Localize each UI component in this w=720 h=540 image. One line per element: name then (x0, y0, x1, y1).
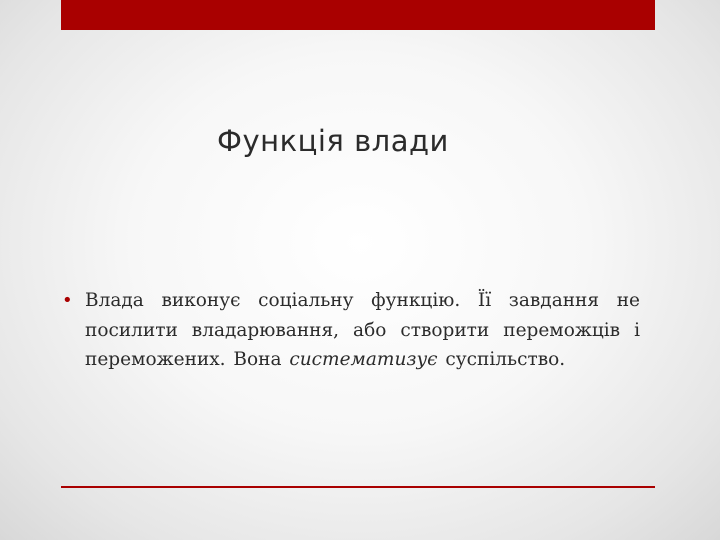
bullet-text-italic: систематизує (289, 349, 438, 370)
bullet-list (62, 286, 640, 375)
bottom-accent-line (61, 486, 655, 488)
slide-title: Функція влади (217, 124, 449, 158)
top-accent-bar (61, 0, 655, 30)
bullet-dot-icon: • (62, 290, 73, 311)
bullet-text-end: суспільство. (437, 349, 566, 370)
bullet-text-main: Влада виконує соціальну функцію. Її завдання не посилити владарювання, або створити переможців і переможених. Вона (85, 290, 640, 370)
bullet-text (85, 286, 640, 375)
bullet-item (62, 286, 640, 375)
